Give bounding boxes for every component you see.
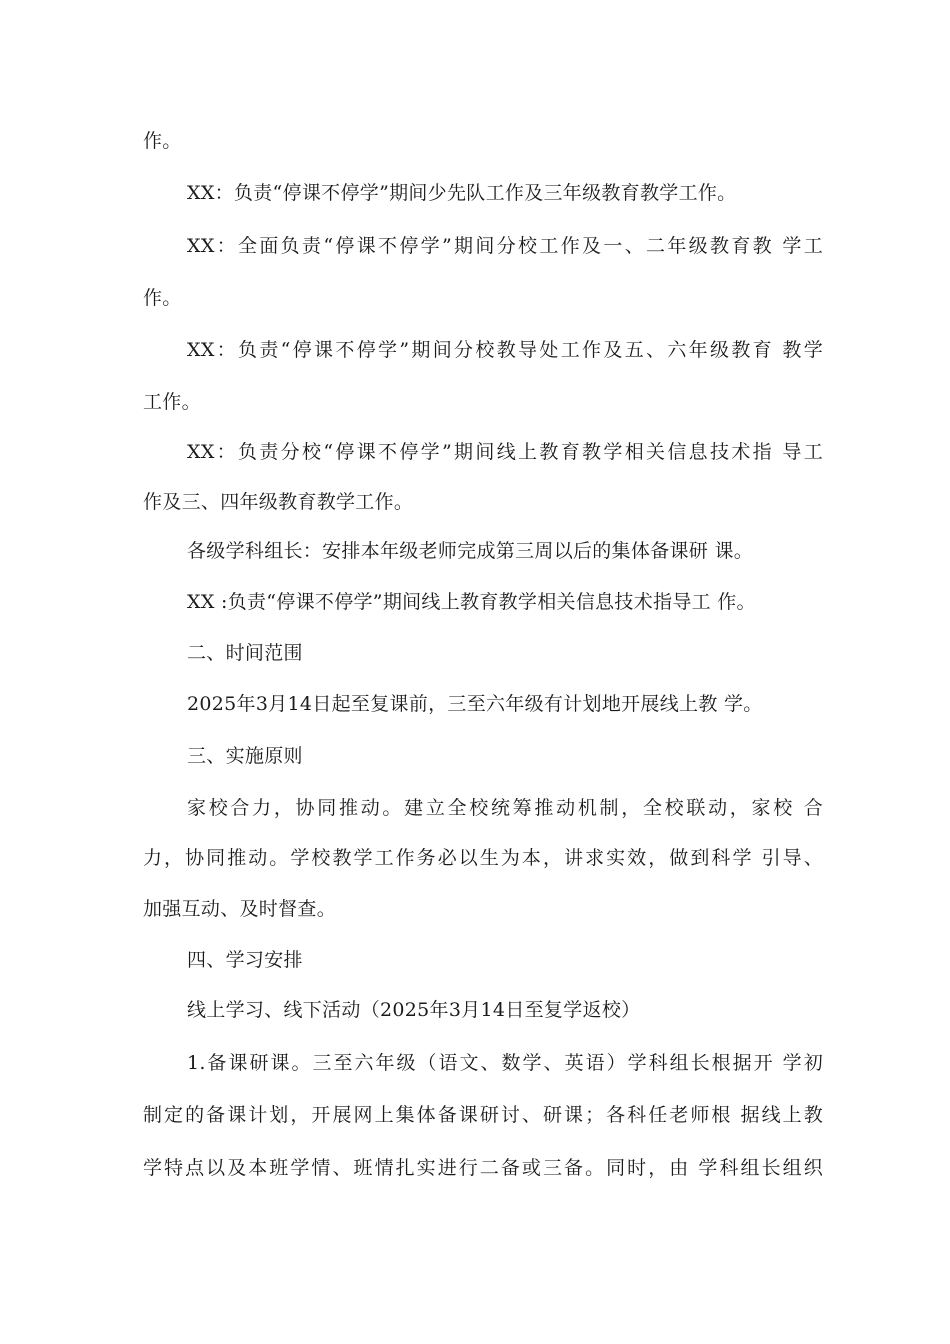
text-line-8: 作及三、四年级教育教学工作。 — [143, 491, 414, 513]
text-line-14: 家校合力，协同推动。建立全校统筹推动机制，全校联动，家校 合 — [187, 797, 823, 819]
text-line-5: XX：负责“停课不停学”期间分校教导处工作及五、六年级教育 教学 — [187, 339, 823, 361]
text-line-2: XX：负责“停课不停学”期间少先队工作及三年级教育教学工作。 — [187, 182, 737, 204]
text-line-7: XX：负责分校“停课不停学”期间线上教育教学相关信息技术指 导工 — [187, 441, 823, 463]
section-heading-principles: 三、实施原则 — [187, 745, 303, 767]
text-line-18: 线上学习、线下活动（2025年3月14日至复学返校） — [187, 999, 641, 1021]
text-line-3: XX：全面负责“停课不停学”期间分校工作及一、二年级教育教 学工 — [187, 235, 823, 257]
section-heading-time-range: 二、时间范围 — [187, 642, 303, 664]
text-line-4: 作。 — [143, 287, 182, 309]
text-line-16: 加强互动、及时督查。 — [143, 898, 337, 920]
text-line-15: 力，协同推动。学校教学工作务必以生为本，讲求实效，做到科学 引导、 — [143, 847, 823, 869]
text-line-12: 2025年3月14日起至复课前，三至六年级有计划地开展线上教 学。 — [187, 693, 763, 715]
text-line-1: 作。 — [143, 130, 182, 152]
text-line-19: 1.备课研课。三至六年级（语文、数学、英语）学科组长根据开 学初 — [187, 1052, 823, 1074]
text-line-6: 工作。 — [143, 391, 201, 413]
text-line-10: XX :负责“停课不停学”期间线上教育教学相关信息技术指导工 作。 — [187, 591, 756, 613]
section-heading-study-arrangement: 四、学习安排 — [187, 949, 303, 971]
text-line-20: 制定的备课计划，开展网上集体备课研讨、研课；各科任老师根 据线上教 — [143, 1104, 823, 1126]
text-line-21: 学特点以及本班学情、班情扎实进行二备或三备。同时，由 学科组长组织 — [143, 1157, 823, 1179]
text-line-9: 各级学科组长：安排本年级老师完成第三周以后的集体备课研 课。 — [187, 540, 754, 562]
